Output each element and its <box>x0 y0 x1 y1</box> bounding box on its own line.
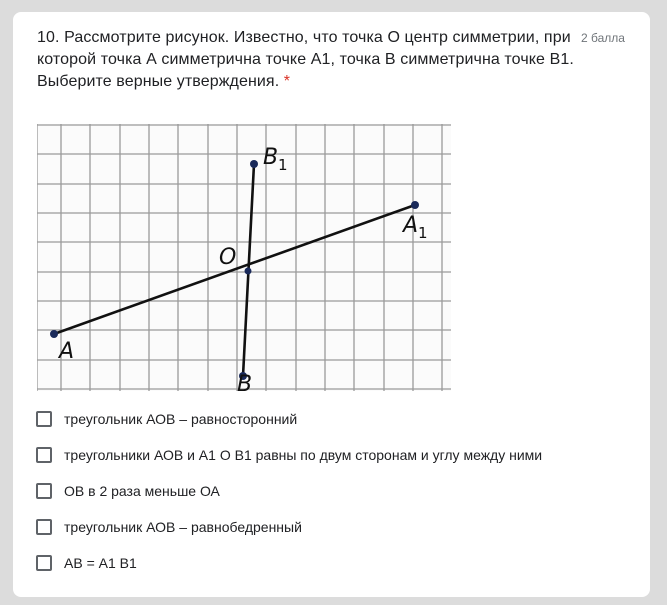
checkbox[interactable] <box>36 519 52 535</box>
option-5[interactable] <box>36 545 636 581</box>
option-label: треугольник АОВ – равносторонний <box>64 411 298 427</box>
label-a1: A <box>403 213 419 238</box>
label-o: O <box>219 245 237 270</box>
label-a: A <box>59 339 75 364</box>
checkbox[interactable] <box>36 483 52 499</box>
question-card <box>13 12 650 597</box>
option-label: треугольники АОВ и А1 О В1 равны по двум сторонам и углу между ними <box>64 447 543 463</box>
option-label: треугольник АОВ – равнобедренный <box>64 519 302 535</box>
label-a1-subscript: 1 <box>418 224 428 242</box>
checkbox[interactable] <box>36 555 52 571</box>
required-marker: * <box>283 73 291 90</box>
option-2[interactable] <box>36 437 636 473</box>
label-b1-subscript: 1 <box>278 156 288 174</box>
checkbox[interactable] <box>36 411 52 427</box>
grid-drawing <box>37 124 451 391</box>
symmetry-figure <box>37 124 451 391</box>
option-label: ОВ в 2 раза меньше ОА <box>64 483 220 499</box>
point-o <box>245 268 252 275</box>
point-a1 <box>411 201 419 209</box>
points-label: 2 балла <box>581 31 625 45</box>
label-b: B <box>237 372 253 391</box>
question-title <box>37 27 577 93</box>
options-list <box>36 401 636 581</box>
question-text: 10. Рассмотрите рисунок. Известно, что точка О центр симметрии, при которой точка А симметрична точке А1, точка В симметрична точке В1. Выберите верные утверждения. <box>37 29 574 90</box>
checkbox[interactable] <box>36 447 52 463</box>
option-label: АВ = А1 В1 <box>64 555 137 571</box>
point-b1 <box>250 160 258 168</box>
point-a <box>50 330 58 338</box>
label-b1: B <box>263 145 279 170</box>
option-1[interactable] <box>36 401 636 437</box>
option-4[interactable] <box>36 509 636 545</box>
option-3[interactable] <box>36 473 636 509</box>
